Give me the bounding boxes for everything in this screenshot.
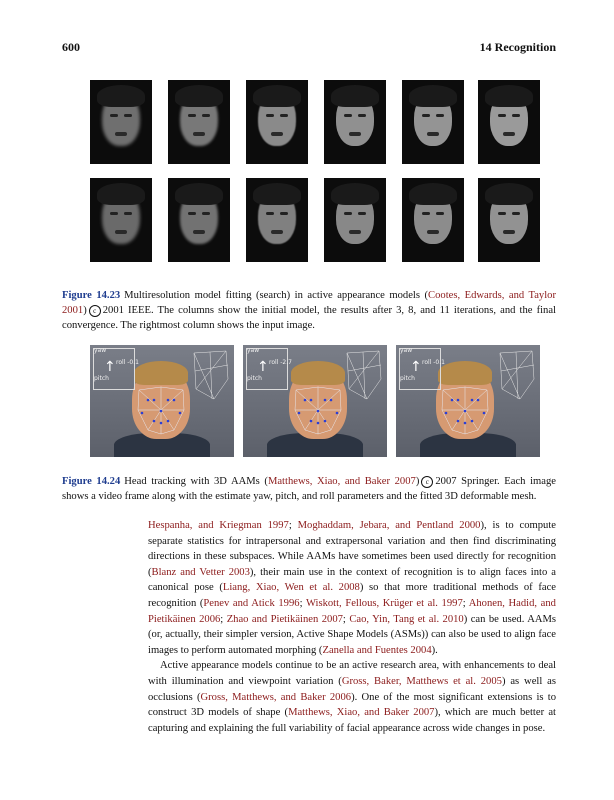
tracking-frame-3 (396, 345, 540, 457)
fitted-mesh-icon (291, 385, 345, 435)
text-run: ), is to compute separate statistics for intrapersonal and extrapersonal variation and then find discriminating directions in these subspaces. While AAMs have sometimes been used directly for recognition ( (148, 520, 556, 578)
citation-link[interactable]: Zanella and Fuentes 2004 (322, 644, 432, 656)
text-run: ) so that more traditional methods of face recognition ( (148, 582, 556, 609)
arrow-up-icon: ↑ (257, 359, 269, 375)
citation-link[interactable]: Gross, Baker, Matthews et al. 2005 (341, 675, 502, 687)
caption-text: ) (415, 476, 420, 487)
citation-link[interactable]: Matthews, Xiao, and Baker 2007 (267, 476, 416, 487)
fitted-mesh-icon (438, 385, 492, 435)
female-face-iteration-0 (90, 178, 152, 262)
citation-link[interactable]: Blanz and Vetter 2003 (151, 566, 250, 578)
text-run: ; (462, 597, 469, 609)
paragraph-1 (148, 518, 556, 658)
citation-link[interactable]: Matthews, Xiao, and Baker 2007 (288, 707, 435, 719)
caption-text: Multiresolution model fitting (search) in active appearance models ( (124, 290, 429, 301)
male-face-iteration-3 (168, 80, 230, 164)
pitch-label: pitch (94, 375, 109, 382)
tracking-frame-2 (243, 345, 387, 457)
male-face-iteration-0 (90, 80, 152, 164)
text-run: Active appearance models continue to be an active research area, with enhancements to deal with illumination and viewpoint variation ( (148, 660, 556, 687)
citation-link[interactable]: Penev and Atick 1996 (203, 597, 300, 609)
citation-link[interactable]: Ahonen, Hadid, and Pietikäinen 2006 (148, 597, 556, 625)
citation-link[interactable]: Moghaddam, Jebara, and Pentland 2000 (297, 520, 481, 531)
citation-link[interactable]: Hespanha, and Kriegman 1997 (148, 520, 289, 531)
text-run: ). (431, 644, 438, 656)
copyright-icon: c (421, 476, 433, 488)
caption-text: 2007 Springer. Each image shows a video frame along with the estimate yaw, pitch, and roll parameters and the fitted 3D deformable mesh. (62, 476, 556, 502)
arrow-up-icon: ↑ (104, 359, 116, 375)
roll-label: roll -0.1 (116, 359, 139, 366)
copyright-icon: c (89, 305, 101, 317)
yaw-label: yaw (400, 347, 413, 354)
figure-label: Figure 14.23 (62, 290, 121, 301)
roll-label: roll -2.7 (269, 359, 292, 366)
text-run: ) as well as occlusions ( (148, 675, 556, 703)
roll-label: roll -0.1 (422, 359, 445, 366)
figure-14-23-image-grid (90, 80, 540, 270)
female-face-iteration-8 (246, 178, 308, 262)
citation-link[interactable]: Cootes, Edwards, and Taylor 2001 (62, 290, 556, 316)
figure-14-23-caption (62, 288, 556, 333)
page-header (62, 40, 556, 56)
3d-model-icon (190, 349, 230, 401)
page-number: 600 (62, 40, 80, 54)
text-run: ; (288, 520, 298, 531)
caption-text: Head tracking with 3D AAMs ( (124, 476, 268, 487)
paragraph-2 (148, 658, 556, 736)
text-run: ; (299, 597, 306, 609)
yaw-label: yaw (247, 347, 260, 354)
male-face-iteration-11 (324, 80, 386, 164)
text-run: ), their main use in the context of recognition is to align faces into a canonical pose ( (148, 566, 556, 594)
3d-model-icon (343, 349, 383, 401)
male-face-input (478, 80, 540, 164)
arrow-up-icon: ↑ (410, 359, 422, 375)
citation-link[interactable]: Zhao and Pietikäinen 2007 (226, 613, 343, 625)
figure-14-24-image-row (90, 345, 540, 457)
pitch-label: pitch (400, 375, 415, 382)
citation-link[interactable]: Wiskott, Fellous, Krüger et al. 1997 (305, 597, 463, 609)
caption-text: ) (83, 305, 87, 316)
yaw-label: yaw (94, 347, 107, 354)
citation-link[interactable]: Liang, Xiao, Wen et al. 2008 (222, 582, 360, 594)
fitted-mesh-icon (134, 385, 188, 435)
text-run: ), which are much better at capturing and explaining the full variability of facial appearance across wide changes in pose. (148, 707, 556, 734)
tracking-frame-1 (90, 345, 234, 457)
caption-text: 2001 IEEE. The columns show the initial model, the results after 3, 8, and 11 iterations, and the final convergence. The rightmost column shows the input image. (62, 305, 556, 331)
male-face-converged (402, 80, 464, 164)
text-run: ). One of the most significant extensions is to construct 3D models of shape ( (148, 691, 556, 719)
male-face-iteration-8 (246, 80, 308, 164)
figure-label: Figure 14.24 (62, 476, 121, 487)
3d-model-icon (496, 349, 536, 401)
pitch-label: pitch (247, 375, 262, 382)
text-run: ) can be used. AAMs (or, actually, their simpler version, Active Shape Models (ASMs)) can also be used to align face images to perform automated morphing ( (148, 613, 557, 656)
citation-link[interactable]: Gross, Matthews, and Baker 2006 (200, 691, 352, 703)
chapter-title: 14 Recognition (479, 40, 556, 54)
figure-14-24-caption (62, 474, 556, 504)
female-face-iteration-11 (324, 178, 386, 262)
female-face-input (478, 178, 540, 262)
citation-link[interactable]: Cao, Yin, Tang et al. 2010 (349, 613, 464, 625)
female-face-converged (402, 178, 464, 262)
female-face-iteration-3 (168, 178, 230, 262)
body-text (148, 518, 556, 736)
text-run: ; (342, 613, 350, 625)
text-run: ; (220, 613, 227, 625)
